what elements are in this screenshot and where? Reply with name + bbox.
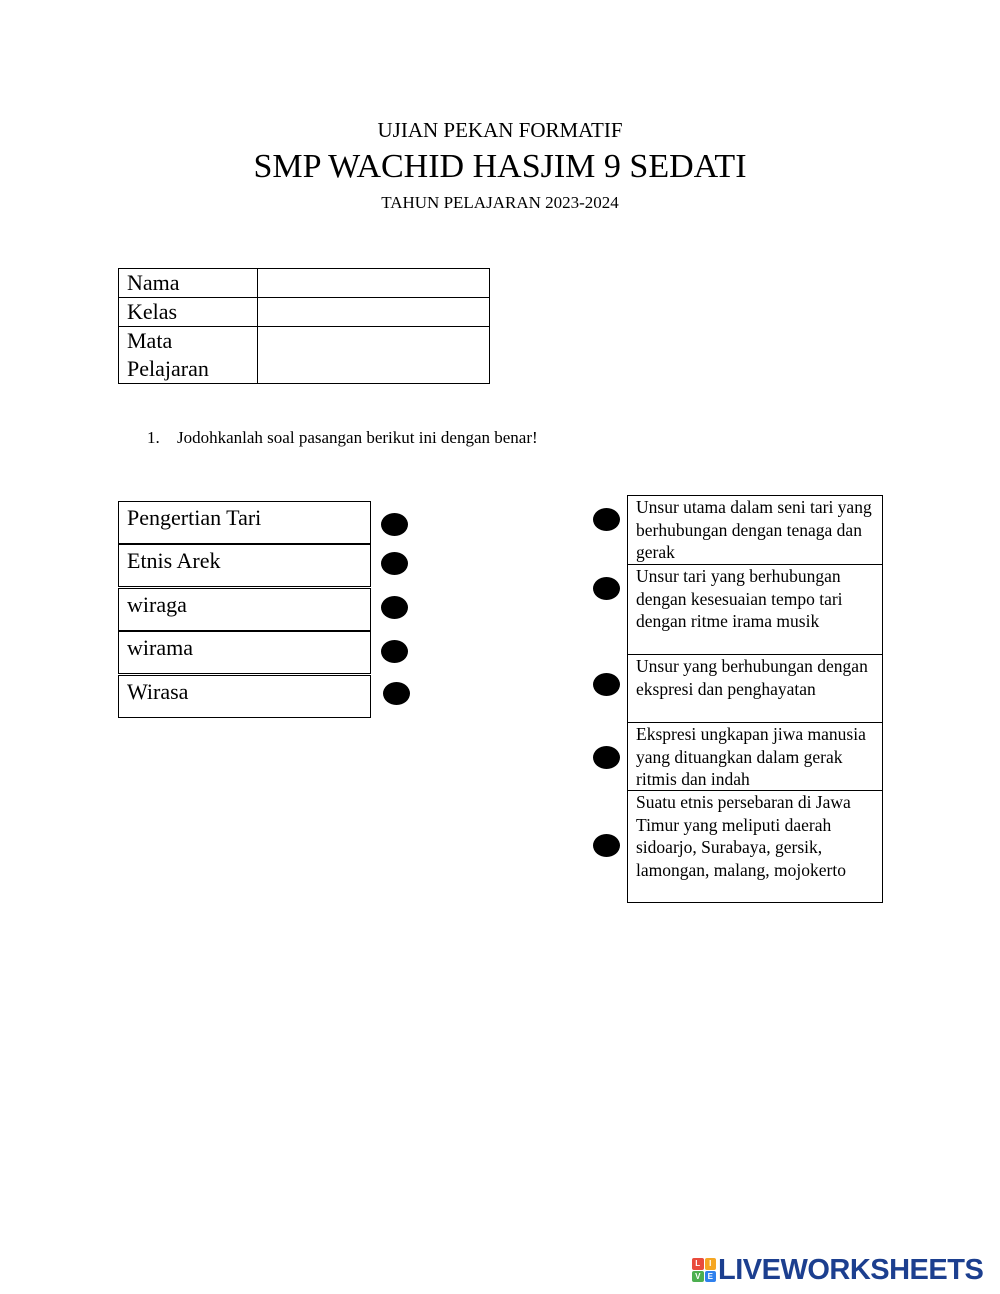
left-item-pengertian-tari: Pengertian Tari xyxy=(118,501,371,544)
right-match-dot[interactable] xyxy=(593,746,620,769)
logo-letter: I xyxy=(705,1258,717,1270)
right-item-definition: Unsur tari yang berhubungan dengan kesesuaian tempo tari dengan ritme irama musik xyxy=(627,564,883,655)
left-match-dot[interactable] xyxy=(381,552,408,575)
right-item-definition: Unsur utama dalam seni tari yang berhubungan dengan tenaga dan gerak xyxy=(627,495,883,565)
right-match-dot[interactable] xyxy=(593,673,620,696)
kelas-field[interactable] xyxy=(258,298,490,327)
brand-name: LIVEWORKSHEETS xyxy=(718,1253,984,1286)
right-item-definition: Ekspresi ungkapan jiwa manusia yang dituangkan dalam gerak ritmis dan indah xyxy=(627,722,883,791)
right-match-dot[interactable] xyxy=(593,577,620,600)
identity-row-kelas xyxy=(119,298,490,327)
identity-row-nama xyxy=(119,269,490,298)
left-item-wiraga: wiraga xyxy=(118,588,371,631)
nama-field[interactable] xyxy=(258,269,490,298)
liveworksheets-logo-icon xyxy=(692,1258,716,1282)
left-match-dot[interactable] xyxy=(381,640,408,663)
identity-label: Nama xyxy=(119,269,258,298)
identity-label: Kelas xyxy=(119,298,258,327)
question-instruction xyxy=(147,428,538,448)
right-match-dot[interactable] xyxy=(593,834,620,857)
right-item-definition: Suatu etnis persebaran di Jawa Timur yang meliputi daerah sidoarjo, Surabaya, gersik, lamongan, malang, mojokerto xyxy=(627,790,883,903)
logo-letter: L xyxy=(692,1258,704,1270)
left-item-etnis-arek: Etnis Arek xyxy=(118,544,371,587)
academic-year-heading: TAHUN PELAJARAN 2023-2024 xyxy=(381,193,619,212)
question-text: Jodohkanlah soal pasangan berikut ini dengan benar! xyxy=(177,428,538,447)
mata-pelajaran-field[interactable] xyxy=(258,327,490,384)
identity-row-mata-pelajaran xyxy=(119,327,490,384)
left-match-dot[interactable] xyxy=(381,513,408,536)
left-match-dot[interactable] xyxy=(381,596,408,619)
student-identity-table xyxy=(118,268,490,384)
left-item-wirama: wirama xyxy=(118,631,371,674)
right-match-dot[interactable] xyxy=(593,508,620,531)
liveworksheets-brand xyxy=(692,1253,984,1286)
exam-type-heading: UJIAN PEKAN FORMATIF xyxy=(377,118,623,142)
question-number: 1. xyxy=(147,428,160,447)
school-name-heading: SMP WACHID HASJIM 9 SEDATI xyxy=(253,148,747,185)
identity-label: Mata Pelajaran xyxy=(119,327,258,384)
right-item-definition: Unsur yang berhubungan dengan ekspresi dan penghayatan xyxy=(627,654,883,723)
logo-letter: E xyxy=(705,1271,717,1283)
left-match-dot[interactable] xyxy=(383,682,410,705)
logo-letter: V xyxy=(692,1271,704,1283)
left-item-wirasa: Wirasa xyxy=(118,675,371,718)
